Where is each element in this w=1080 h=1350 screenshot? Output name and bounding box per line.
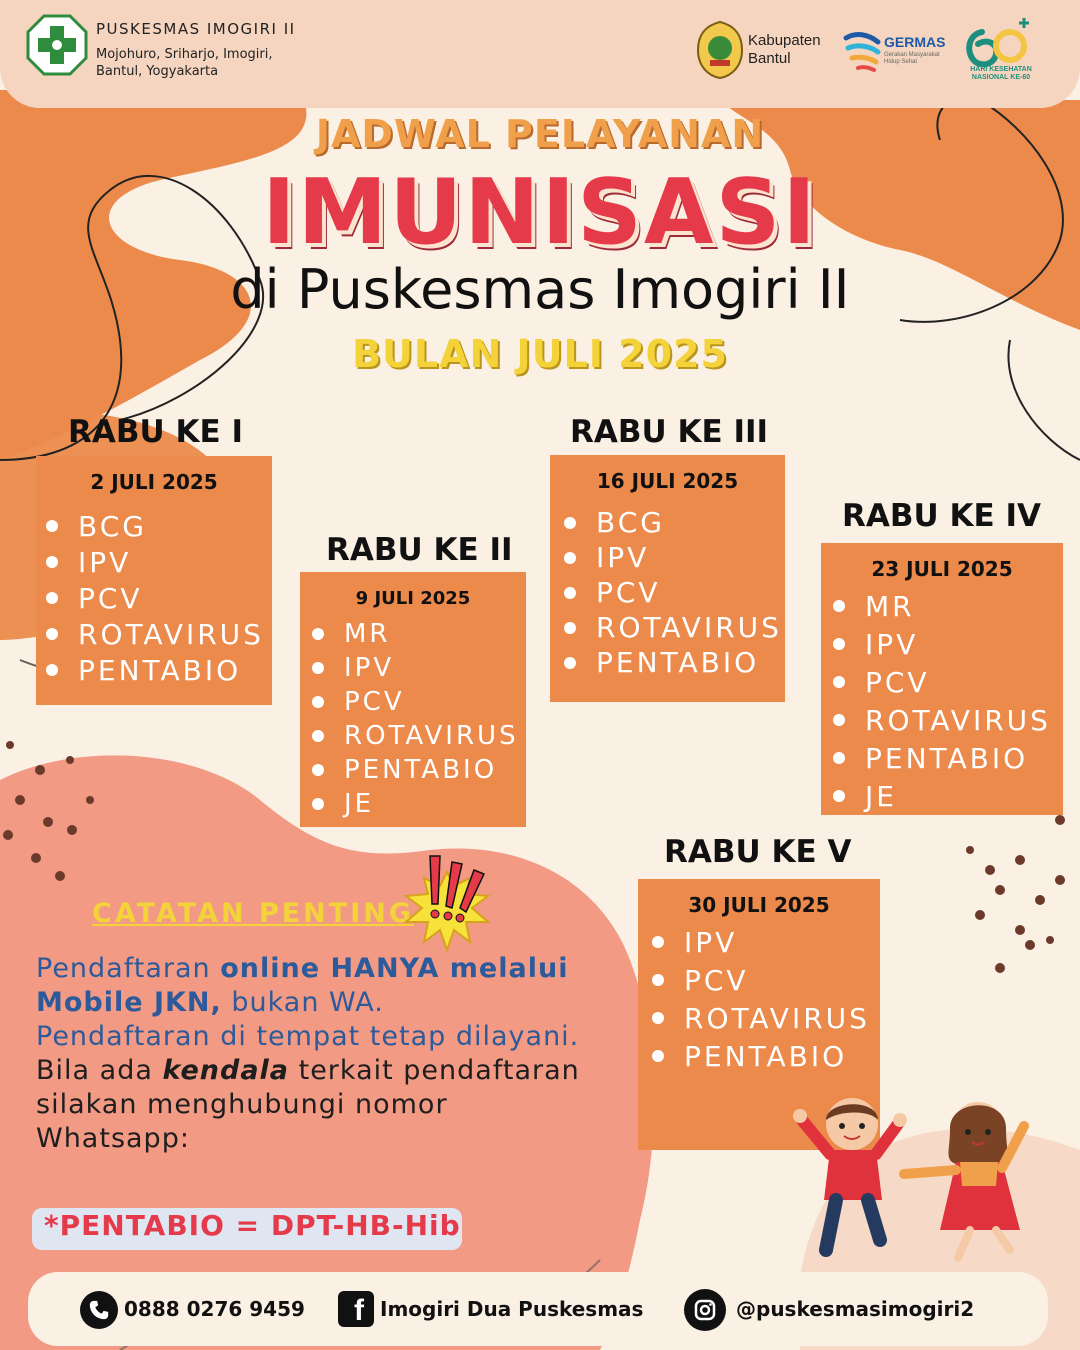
- bullet-icon: [652, 1012, 664, 1024]
- card-date: 9 JULI 2025: [355, 588, 471, 609]
- note-registration-onsite: Pendaftaran di tempat tetap dilayani.: [36, 1021, 580, 1052]
- day-label-4: RABU KE IV: [842, 498, 1041, 534]
- schedule-card-1: [36, 456, 272, 705]
- vaccine-item: ROTAVIRUS: [652, 999, 880, 1037]
- pentabio-note: *PENTABIO = DPT-HB-Hib: [44, 1209, 461, 1242]
- bullet-icon: [652, 936, 664, 948]
- bullet-icon: [652, 1050, 664, 1062]
- vaccine-item: JE: [833, 777, 1063, 815]
- title-main: IMUNISASI: [262, 160, 818, 265]
- card-date: 23 JULI 2025: [871, 557, 1013, 581]
- bullet-icon: [312, 628, 324, 640]
- vaccine-item: PENTABIO: [652, 1037, 880, 1075]
- note-contact: Bila ada kendala terkait pendaftaran silakan menghubungi nomor Whatsapp:: [36, 1055, 580, 1154]
- vaccine-item: ROTAVIRUS: [46, 616, 272, 652]
- day-label-2: RABU KE II: [326, 532, 513, 568]
- schedule-card-2: [300, 572, 526, 827]
- schedule-card-3: [550, 455, 785, 702]
- title-month: BULAN JULI 2025: [352, 332, 728, 376]
- vaccine-item: PCV: [312, 685, 526, 719]
- day-label-3: RABU KE III: [570, 414, 769, 450]
- vaccine-item: PCV: [564, 575, 785, 610]
- bullet-icon: [312, 662, 324, 674]
- facebook-icon: f: [338, 1291, 374, 1327]
- hkn-label: HARI KESEHATAN NASIONAL KE-60: [970, 66, 1032, 81]
- germas-subtitle: Gerakan Masyarakat Hidup Sehat: [884, 52, 940, 65]
- footer-facebook[interactable]: Imogiri Dua Puskesmas: [380, 1297, 644, 1321]
- bullet-icon: [833, 638, 845, 650]
- children-illustration: [780, 1090, 1080, 1270]
- bullet-icon: [312, 696, 324, 708]
- bullet-icon: [833, 600, 845, 612]
- bullet-icon: [312, 798, 324, 810]
- instagram-icon: [684, 1289, 726, 1331]
- vaccine-item: JE: [312, 787, 526, 821]
- notes-title: CATATAN PENTING: [92, 898, 415, 929]
- bullet-icon: [564, 517, 576, 529]
- bullet-icon: [833, 752, 845, 764]
- title-top: JADWAL PELAYANAN: [315, 112, 765, 156]
- bullet-icon: [46, 664, 58, 676]
- germas-label: GERMAS: [884, 34, 946, 50]
- puskesmas-logo-icon: [26, 14, 88, 76]
- schedule-card-4: [821, 543, 1063, 815]
- notes-body: [36, 952, 596, 1156]
- bullet-icon: [312, 764, 324, 776]
- note-registration-online: Pendaftaran online HANYA melalui Mobile JKN, bukan WA.: [36, 953, 569, 1018]
- vaccine-item: IPV: [312, 651, 526, 685]
- bullet-icon: [46, 556, 58, 568]
- footer-phone[interactable]: 0888 0276 9459: [124, 1297, 305, 1321]
- vaccine-item: BCG: [46, 508, 272, 544]
- vaccine-item: PENTABIO: [46, 652, 272, 688]
- bullet-icon: [564, 587, 576, 599]
- bantul-seal-icon: [696, 20, 744, 80]
- vaccine-item: ROTAVIRUS: [564, 610, 785, 645]
- vaccine-item: PENTABIO: [833, 739, 1063, 777]
- day-label-1: RABU KE I: [68, 414, 243, 450]
- exclamation-burst-icon: [396, 852, 498, 954]
- card-date: 2 JULI 2025: [90, 470, 218, 494]
- bullet-icon: [652, 974, 664, 986]
- vaccine-item: ROTAVIRUS: [833, 701, 1063, 739]
- vaccine-item: PCV: [833, 663, 1063, 701]
- vaccine-item: ROTAVIRUS: [312, 719, 526, 753]
- day-label-5: RABU KE V: [664, 834, 852, 870]
- vaccine-item: IPV: [652, 923, 880, 961]
- bullet-icon: [564, 552, 576, 564]
- card-date: 30 JULI 2025: [688, 893, 830, 917]
- vaccine-item: BCG: [564, 505, 785, 540]
- vaccine-item: IPV: [46, 544, 272, 580]
- phone-icon: [80, 1291, 118, 1329]
- footer-instagram[interactable]: @puskesmasimogiri2: [736, 1297, 975, 1321]
- bullet-icon: [833, 790, 845, 802]
- bullet-icon: [312, 730, 324, 742]
- vaccine-item: PENTABIO: [564, 645, 785, 680]
- vaccine-item: PENTABIO: [312, 753, 526, 787]
- bullet-icon: [46, 628, 58, 640]
- title-location: di Puskesmas Imogiri II: [230, 258, 850, 321]
- regency-label: Kabupaten Bantul: [748, 32, 821, 67]
- org-name: PUSKESMAS IMOGIRI II: [96, 20, 296, 38]
- vaccine-item: PCV: [652, 961, 880, 999]
- bullet-icon: [564, 622, 576, 634]
- vaccine-item: IPV: [833, 625, 1063, 663]
- bullet-icon: [564, 657, 576, 669]
- vaccine-item: MR: [833, 587, 1063, 625]
- card-date: 16 JULI 2025: [596, 469, 739, 493]
- bullet-icon: [46, 592, 58, 604]
- vaccine-item: PCV: [46, 580, 272, 616]
- bullet-icon: [46, 520, 58, 532]
- bullet-icon: [833, 714, 845, 726]
- bullet-icon: [833, 676, 845, 688]
- org-address: Mojohuro, Sriharjo, Imogiri, Bantul, Yogyakarta: [96, 47, 273, 79]
- vaccine-item: MR: [312, 617, 526, 651]
- vaccine-item: IPV: [564, 540, 785, 575]
